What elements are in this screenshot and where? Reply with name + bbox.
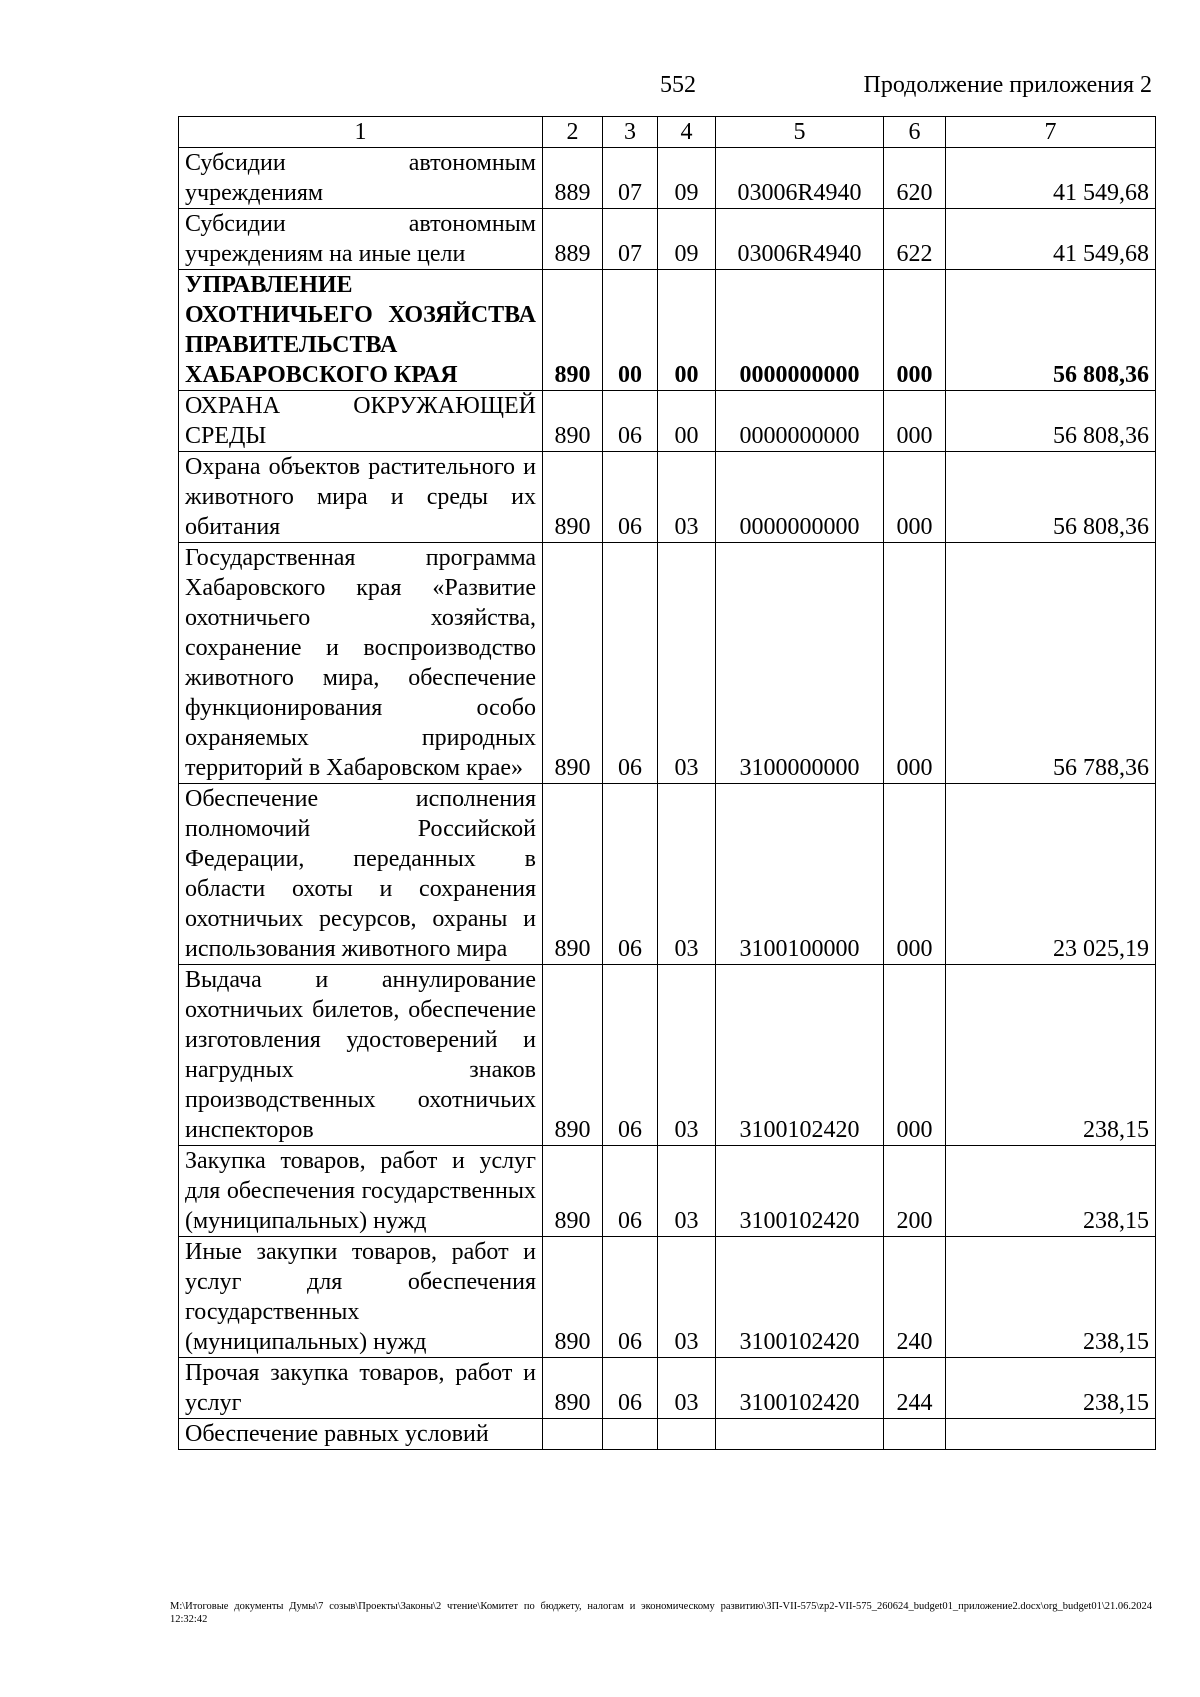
table-row <box>179 391 1156 452</box>
budget-table <box>178 116 1156 1450</box>
appendix-continuation-label: Продолжение приложения 2 <box>863 72 1152 98</box>
expense-type-cell: 000 <box>884 452 946 543</box>
admin-code-cell: 890 <box>543 391 603 452</box>
subsection-cell: 09 <box>658 209 716 270</box>
target-article-cell: 0000000000 <box>716 270 884 391</box>
subsection-cell: 03 <box>658 965 716 1146</box>
expense-type-cell: 000 <box>884 543 946 784</box>
admin-code-cell: 890 <box>543 543 603 784</box>
expense-type-cell: 622 <box>884 209 946 270</box>
row-name-cell: ОХРАНА ОКРУЖАЮЩЕЙ СРЕДЫ <box>179 391 543 452</box>
admin-code-cell: 889 <box>543 148 603 209</box>
amount-cell: 56 808,36 <box>946 452 1156 543</box>
subsection-cell: 03 <box>658 1237 716 1358</box>
subsection-cell: 00 <box>658 270 716 391</box>
amount-cell: 56 788,36 <box>946 543 1156 784</box>
admin-code-cell: 890 <box>543 1237 603 1358</box>
header-cell: 7 <box>946 117 1156 148</box>
empty-cell <box>658 1419 716 1450</box>
amount-cell: 41 549,68 <box>946 148 1156 209</box>
admin-code-cell: 890 <box>543 1146 603 1237</box>
target-article-cell: 03006R4940 <box>716 148 884 209</box>
amount-cell: 41 549,68 <box>946 209 1156 270</box>
admin-code-cell: 889 <box>543 209 603 270</box>
expense-type-cell: 620 <box>884 148 946 209</box>
target-article-cell: 0000000000 <box>716 452 884 543</box>
row-name-cell: Государственная программа Хабаровского края «Развитие охотничьего хозяйства, сохранение и воспроизводство животного мира, обеспечение функционирования особо охраняемых природных территорий в Хабаровском крае» <box>179 543 543 784</box>
table-row-partial <box>179 1419 1156 1450</box>
admin-code-cell: 890 <box>543 452 603 543</box>
section-cell: 06 <box>603 965 658 1146</box>
amount-cell: 238,15 <box>946 1146 1156 1237</box>
expense-type-cell: 000 <box>884 784 946 965</box>
table-row <box>179 209 1156 270</box>
amount-cell: 56 808,36 <box>946 270 1156 391</box>
subsection-cell: 03 <box>658 1146 716 1237</box>
section-cell: 06 <box>603 1146 658 1237</box>
table-row <box>179 784 1156 965</box>
row-name-cell: Охрана объектов растительного и животного мира и среды их обитания <box>179 452 543 543</box>
empty-cell <box>946 1419 1156 1450</box>
row-name-cell: Субсидии автономным учреждениям <box>179 148 543 209</box>
section-cell: 07 <box>603 209 658 270</box>
section-cell: 07 <box>603 148 658 209</box>
document-file-path: M:\Итоговые документы Думы\7 созыв\Проекты\Законы\2 чтение\Комитет по бюджету, налогам и экономическому развитию\ЗП-VII-575\zp2-VII-575_260624_budget01_приложение2.docx\org_budget01\21.06.2024 12:32:42 <box>170 1601 1152 1625</box>
section-cell: 06 <box>603 391 658 452</box>
target-article-cell: 03006R4940 <box>716 209 884 270</box>
header-cell: 5 <box>716 117 884 148</box>
target-article-cell: 3100102420 <box>716 1358 884 1419</box>
target-article-cell: 3100102420 <box>716 1146 884 1237</box>
amount-cell: 56 808,36 <box>946 391 1156 452</box>
row-name-cell: УПРАВЛЕНИЕ ОХОТНИЧЬЕГО ХОЗЯЙСТВА ПРАВИТЕЛЬСТВА ХАБАРОВСКОГО КРАЯ <box>179 270 543 391</box>
amount-cell: 238,15 <box>946 1237 1156 1358</box>
subsection-cell: 00 <box>658 391 716 452</box>
empty-cell <box>543 1419 603 1450</box>
row-name-cell: Иные закупки товаров, работ и услуг для обеспечения государственных (муниципальных) нужд <box>179 1237 543 1358</box>
table-row <box>179 965 1156 1146</box>
row-name-cell: Закупка товаров, работ и услуг для обеспечения государственных (муниципальных) нужд <box>179 1146 543 1237</box>
amount-cell: 23 025,19 <box>946 784 1156 965</box>
target-article-cell: 0000000000 <box>716 391 884 452</box>
table-row <box>179 452 1156 543</box>
table-row <box>179 1146 1156 1237</box>
row-name-cell: Выдача и аннулирование охотничьих билетов, обеспечение изготовления удостоверений и нагрудных знаков производственных охотничьих инспекторов <box>179 965 543 1146</box>
subsection-cell: 03 <box>658 784 716 965</box>
subsection-cell: 09 <box>658 148 716 209</box>
target-article-cell: 3100102420 <box>716 965 884 1146</box>
amount-cell: 238,15 <box>946 1358 1156 1419</box>
amount-cell: 238,15 <box>946 965 1156 1146</box>
expense-type-cell: 000 <box>884 391 946 452</box>
expense-type-cell: 244 <box>884 1358 946 1419</box>
target-article-cell: 3100100000 <box>716 784 884 965</box>
expense-type-cell: 000 <box>884 270 946 391</box>
section-cell: 06 <box>603 1358 658 1419</box>
subsection-cell: 03 <box>658 543 716 784</box>
header-cell: 6 <box>884 117 946 148</box>
section-cell: 06 <box>603 1237 658 1358</box>
subsection-cell: 03 <box>658 452 716 543</box>
row-name-cell: Субсидии автономным учреждениям на иные цели <box>179 209 543 270</box>
header-cell: 3 <box>603 117 658 148</box>
table-row <box>179 270 1156 391</box>
section-cell: 06 <box>603 784 658 965</box>
target-article-cell: 3100000000 <box>716 543 884 784</box>
table-row <box>179 148 1156 209</box>
section-cell: 06 <box>603 543 658 784</box>
row-name-cell: Обеспечение равных условий <box>179 1419 543 1450</box>
empty-cell <box>603 1419 658 1450</box>
header-cell: 2 <box>543 117 603 148</box>
header-cell: 1 <box>179 117 543 148</box>
table-header-row <box>179 117 1156 148</box>
section-cell: 06 <box>603 452 658 543</box>
table-row <box>179 1358 1156 1419</box>
expense-type-cell: 240 <box>884 1237 946 1358</box>
section-cell: 00 <box>603 270 658 391</box>
table-row <box>179 1237 1156 1358</box>
expense-type-cell: 000 <box>884 965 946 1146</box>
header-cell: 4 <box>658 117 716 148</box>
admin-code-cell: 890 <box>543 965 603 1146</box>
admin-code-cell: 890 <box>543 270 603 391</box>
page-number: 552 <box>660 72 696 98</box>
empty-cell <box>884 1419 946 1450</box>
admin-code-cell: 890 <box>543 1358 603 1419</box>
subsection-cell: 03 <box>658 1358 716 1419</box>
empty-cell <box>716 1419 884 1450</box>
row-name-cell: Обеспечение исполнения полномочий Российской Федерации, переданных в области охоты и сохранения охотничьих ресурсов, охраны и использования животного мира <box>179 784 543 965</box>
table-row <box>179 543 1156 784</box>
target-article-cell: 3100102420 <box>716 1237 884 1358</box>
expense-type-cell: 200 <box>884 1146 946 1237</box>
admin-code-cell: 890 <box>543 784 603 965</box>
row-name-cell: Прочая закупка товаров, работ и услуг <box>179 1358 543 1419</box>
